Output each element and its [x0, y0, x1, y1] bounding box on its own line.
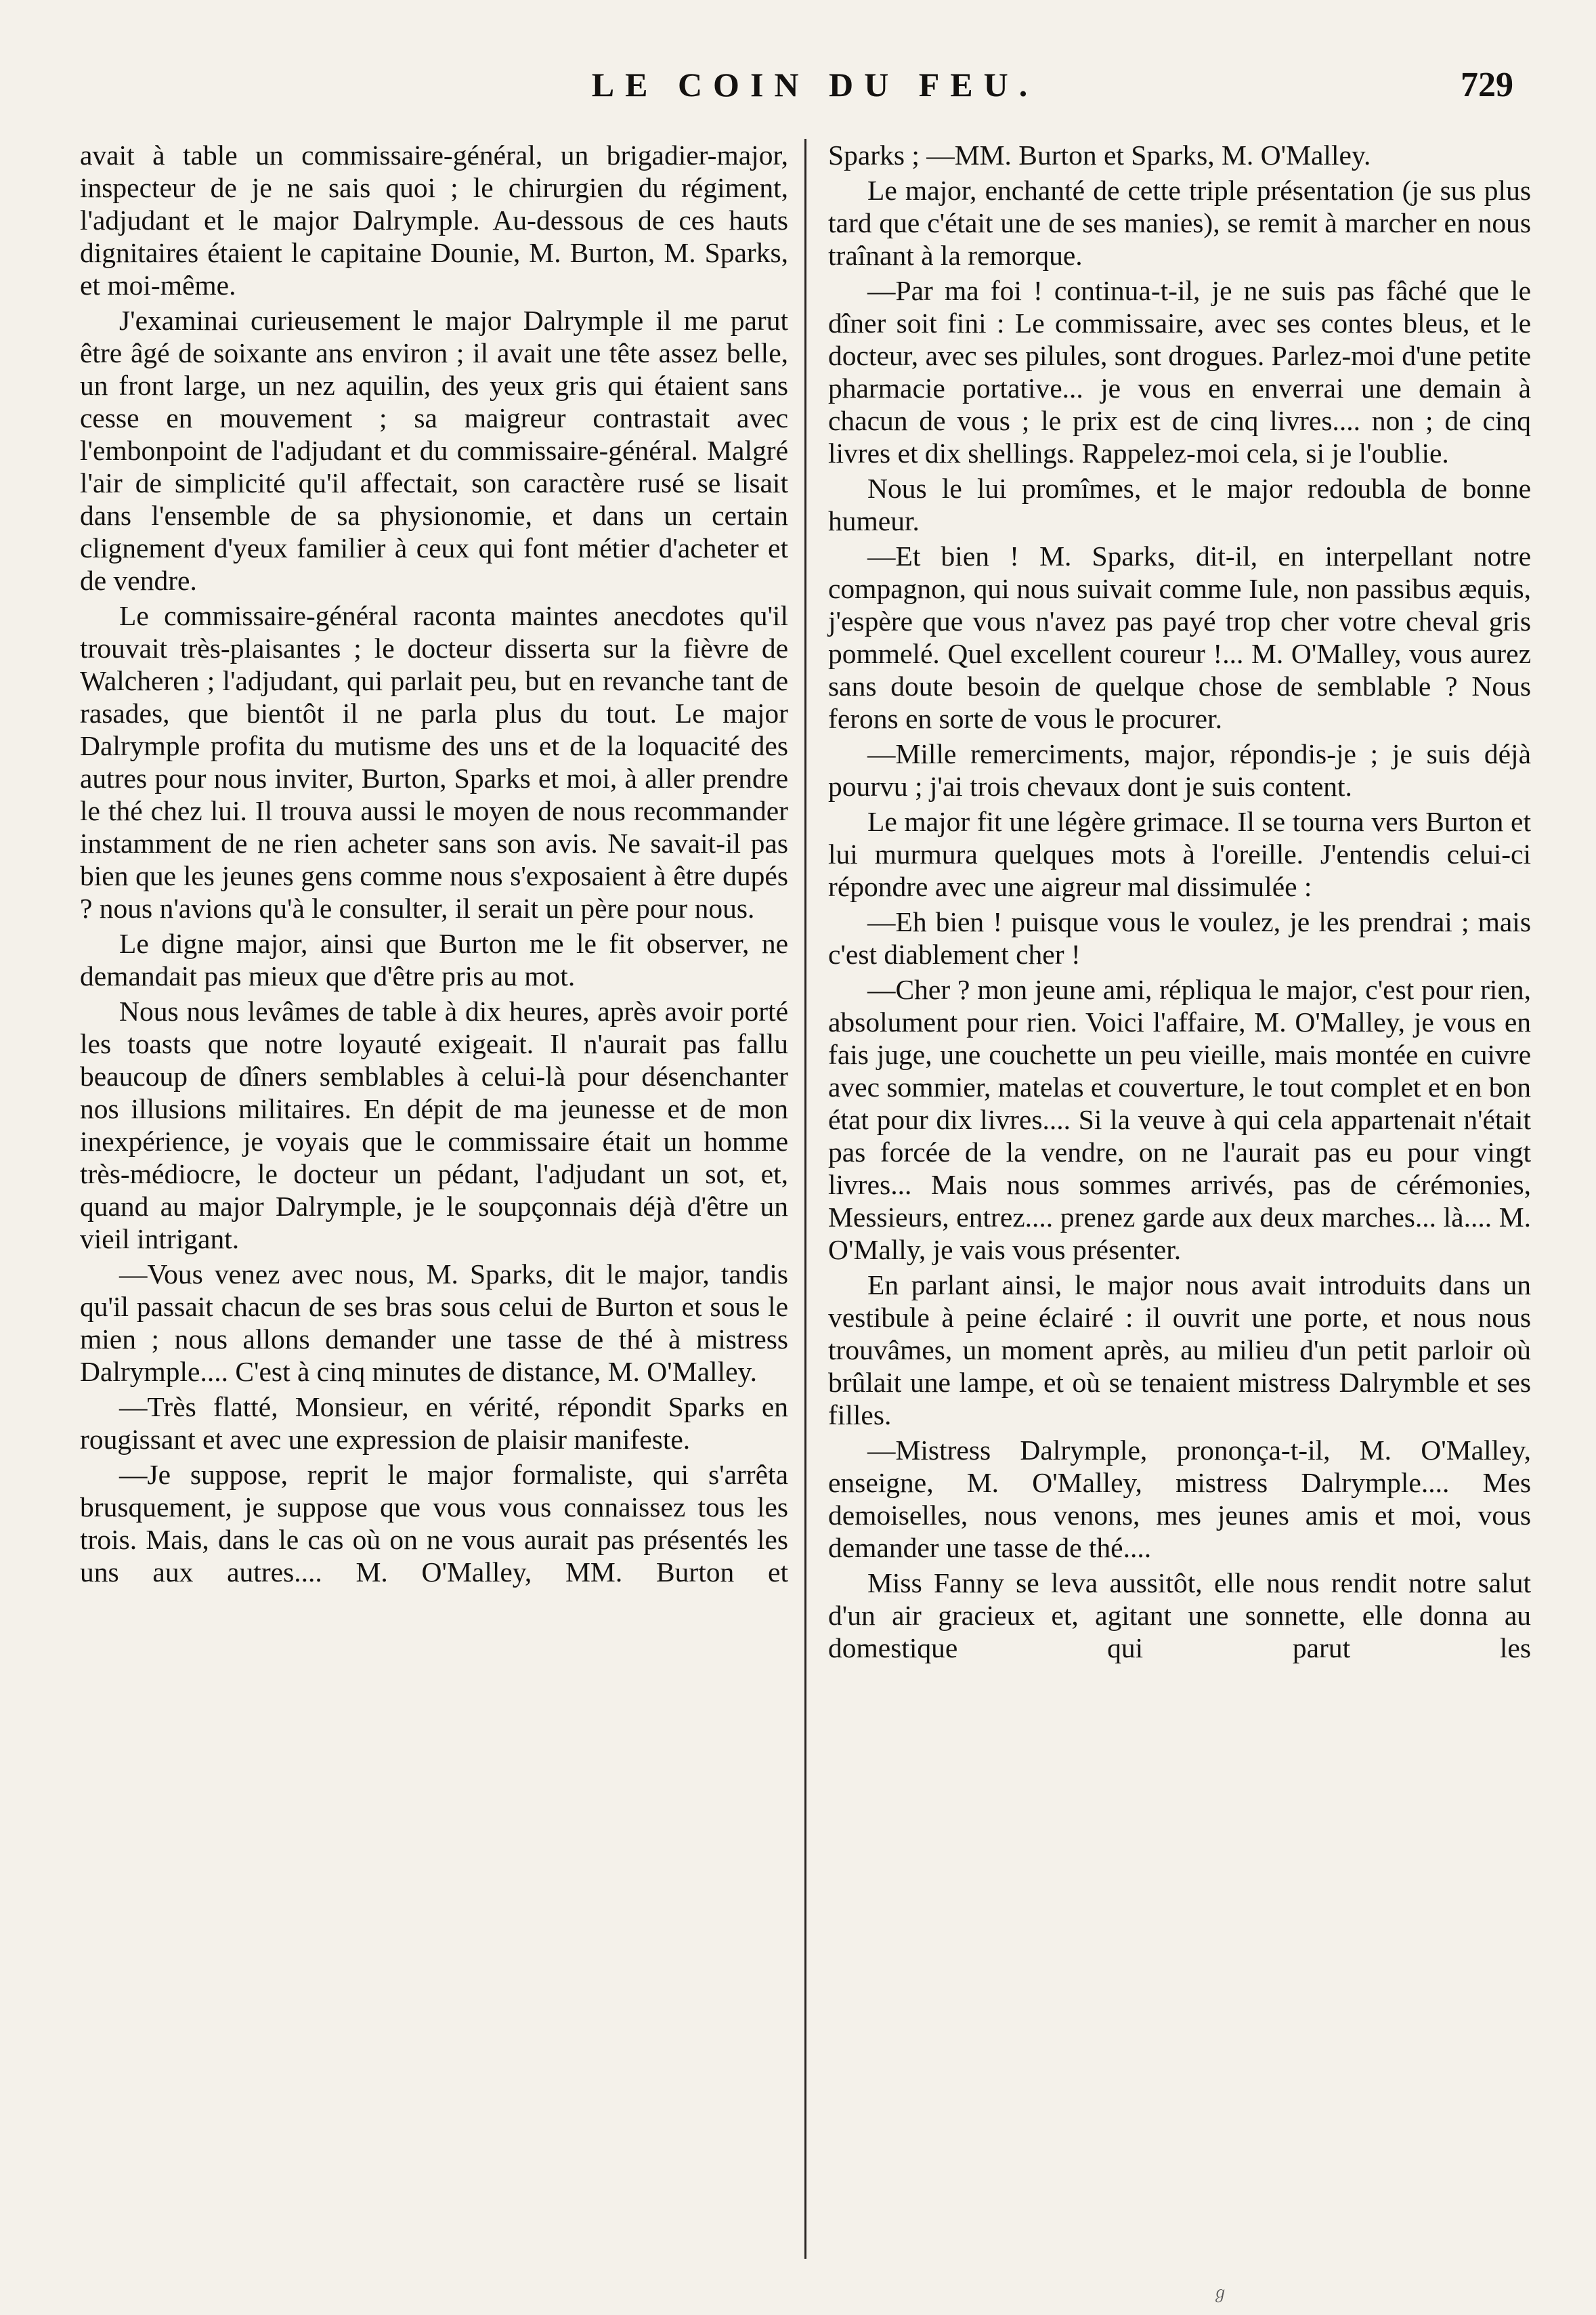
paragraph: Sparks ; —MM. Burton et Sparks, M. O'Malley.	[828, 140, 1371, 171]
margin-mark: ℊ	[1212, 2285, 1228, 2302]
right-column	[819, 139, 1531, 2259]
paragraph: —Et bien ! M. Sparks, dit-il, en interpellant notre compagnon, qui nous suivait comme Iule, non passibus æquis, j'espère que vous n'avez pas payé trop cher votre cheval gris pommelé. Quel excellent coureur !... M. O'Malley, vous aurez sans doute besoin de quelque chose de semblable ? Nous ferons en sorte de vous le procurer.	[828, 540, 1531, 734]
paragraph: Le major fit une légère grimace. Il se tourna vers Burton et lui murmura quelques mots à l'oreille. J'entendis celui-ci répondre avec une aigreur mal dissimulée :	[828, 806, 1531, 902]
text-columns	[80, 139, 1531, 2259]
paragraph: En parlant ainsi, le major nous avait introduits dans un vestibule à peine éclairé : il ouvrit une porte, et nous nous trouvâmes, un moment après, au milieu d'un petit parloir où brûlait une lampe, et où se tenaient mistress Dalrymble et ses filles.	[828, 1269, 1531, 1430]
paragraph: —Cher ? mon jeune ami, répliqua le major, c'est pour rien, absolument pour rien. Voici l'affaire, M. O'Malley, je vous en fais juge, une couchette un peu vieille, mais montée en cuivre avec sommier, matelas et couverture, le tout complet et en bon état pour dix livres.... Si la veuve à qui cela appartenait n'était pas forcée de la vendre, on ne l'aurait pas eu pour vingt livres... Mais nous sommes arrivés, pas de cérémonies, Messieurs, entrez.... prenez garde aux deux marches... là.... M. O'Mally, je vais vous présenter.	[828, 974, 1531, 1265]
left-column	[80, 139, 792, 2259]
paragraph: Le digne major, ainsi que Burton me le fit observer, ne demandait pas mieux que d'être pris au mot.	[80, 928, 788, 992]
running-title: LE COIN DU FEU.	[591, 66, 1039, 104]
page-number: 729	[1461, 66, 1513, 104]
paragraph: —Mistress Dalrymple, prononça-t-il, M. O'Malley, enseigne, M. O'Malley, mistress Dalrymple.... Mes demoiselles, nous venons, mes jeunes amis et moi, vous demander une tasse de thé....	[828, 1435, 1531, 1563]
paragraph: J'examinai curieusement le major Dalrymple il me parut être âgé de soixante ans environ ; il avait une tête assez belle, un front large, un nez aquilin, des yeux gris qui étaient sans cesse en mouvement ; sa maigreur contrastait avec l'embonpoint de l'adjudant et du commissaire-général. Malgré l'air de simplicité qu'il affectait, son caractère rusé se lisait dans l'ensemble de sa physionomie, et dans un certain clignement d'yeux familier à ceux qui font métier d'acheter et de vendre.	[80, 305, 788, 596]
paragraph: Le commissaire-général raconta maintes anecdotes qu'il trouvait très-plaisantes ; le docteur disserta sur la fièvre de Walcheren ; l'adjudant, qui parlait peu, but en revanche tant de rasades, que bientôt il ne parla plus du tout. Le major Dalrymple profita du mutisme des uns et de la loquacité des autres pour nous inviter, Burton, Sparks et moi, à aller prendre le thé chez lui. Il trouva aussi le moyen de nous recommander instamment de ne rien acheter sans son avis. Ne savait-il pas bien que les jeunes gens comme nous s'exposaient à être dupés ? nous n'avions qu'à le consulter, il serait un père pour nous.	[80, 600, 788, 924]
paragraph: —Très flatté, Monsieur, en vérité, répondit Sparks en rougissant et avec une expression de plaisir manifeste.	[80, 1391, 788, 1455]
paragraph: avait à table un commissaire-général, un brigadier-major, inspecteur de je ne sais quoi ; le chirurgien du régiment, l'adjudant et le major Dalrymple. Au-dessous de ces hauts dignitaires étaient le capitaine Dounie, M. Burton, M. Sparks, et moi-même.	[80, 140, 788, 301]
paragraph: —Vous venez avec nous, M. Sparks, dit le major, tandis qu'il passait chacun de ses bras sous celui de Burton et sous le mien ; nous allons demander une tasse de thé à mistress Dalrymple.... C'est à cinq minutes de distance, M. O'Malley.	[80, 1258, 788, 1387]
paragraph: —Par ma foi ! continua-t-il, je ne suis pas fâché que le dîner soit fini : Le commissaire, avec ses contes bleus, et le docteur, avec ses pilules, sont drogues. Parlez-moi d'une petite pharmacie portative... je vous en enverrai une demain à chacun de vous ; le prix est de cinq livres.... non ; de cinq livres et dix shellings. Rappelez-moi cela, si je l'oublie.	[828, 275, 1531, 469]
column-divider	[804, 139, 806, 2259]
paragraph: —Mille remerciments, major, répondis-je ; je suis déjà pourvu ; j'ai trois chevaux dont je suis content.	[828, 738, 1531, 802]
paragraph: Le major, enchanté de cette triple présentation (je sus plus tard que c'était une de ses manies), se remit à marcher en nous traînant à la remorque.	[828, 175, 1531, 271]
paragraph: —Je suppose, reprit le major formaliste, qui s'arrêta brusquement, je suppose que vous vous connaissez tous les trois. Mais, dans le cas où on ne vous aurait pas présentés les uns aux autres.... M. O'Malley, MM. Burton et	[80, 1459, 788, 1588]
paragraph: Nous le lui promîmes, et le major redoubla de bonne humeur.	[828, 473, 1531, 536]
paragraph: Miss Fanny se leva aussitôt, elle nous rendit notre salut d'un air gracieux et, agitant une sonnette, elle donna au domestique qui parut les	[828, 1567, 1531, 1663]
paragraph: —Eh bien ! puisque vous le voulez, je les prendrai ; mais c'est diablement cher !	[828, 906, 1531, 970]
page-header	[102, 65, 1528, 126]
paragraph: Nous nous levâmes de table à dix heures, après avoir porté les toasts que notre loyauté exigeait. Il n'aurait pas fallu beaucoup de dîners semblables à celui-là pour désenchanter nos illusions militaires. En dépit de ma jeunesse et de mon inexpérience, je voyais que le commissaire était un homme très-médiocre, le docteur un pédant, l'adjudant un sot, et, quand au major Dalrymple, je le soupçonnais déjà d'être un vieil intrigant.	[80, 996, 788, 1254]
